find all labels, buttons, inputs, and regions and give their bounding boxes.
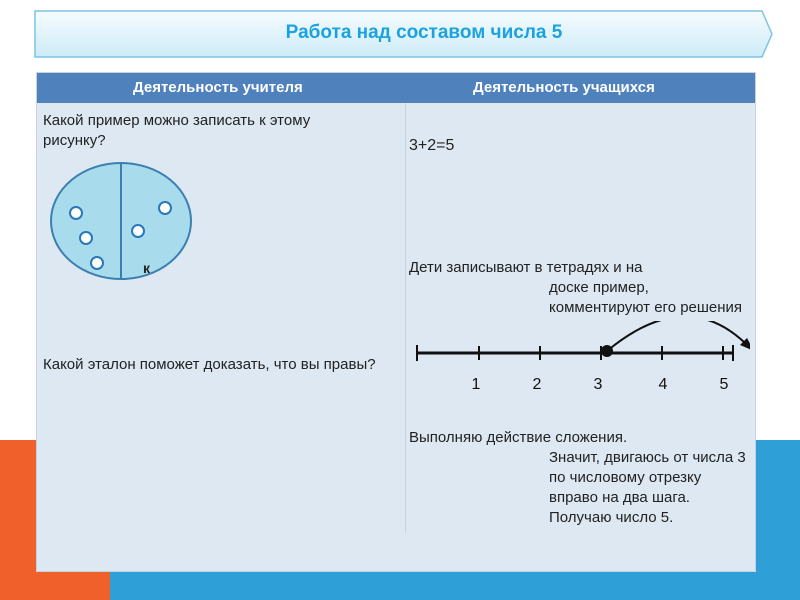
student-answer-1: 3+2=5: [409, 137, 455, 154]
student-answer-3-rest: Значит, двигаюсь от числа 3 по числовому отрезку вправо на два шага. Получаю число 5.: [549, 449, 746, 526]
dot-right-2: [132, 225, 144, 237]
student-answer-3-line1: Выполняю действие сложения.: [409, 429, 628, 446]
teacher-question-1: Какой пример можно записать к этому рисунку?: [43, 112, 311, 149]
table-header: [37, 73, 755, 103]
column-divider: [405, 103, 406, 533]
number-line: [415, 321, 750, 401]
title-banner: [34, 10, 774, 58]
number-line-label: 1: [471, 376, 481, 393]
header-students: Деятельность учащихся: [473, 79, 655, 96]
teacher-question-2: Какой эталон поможет доказать, что вы правы?: [43, 356, 376, 373]
student-answer-2-rest: доске пример, комментируют его решения: [549, 279, 743, 316]
student-answer-2-line1: Дети записывают в тетрадях и на: [409, 259, 643, 276]
number-line-label: 4: [658, 376, 668, 393]
header-teacher: Деятельность учителя: [133, 79, 303, 96]
number-line-label: 5: [719, 376, 729, 393]
number-line-label: 2: [532, 376, 542, 393]
slide-title: Работа над составом числа 5: [285, 22, 563, 43]
activity-table: [36, 72, 756, 572]
jump-arc: [607, 321, 750, 351]
start-point-dot: [601, 345, 613, 357]
dot-left-3: [91, 257, 103, 269]
dot-left-1: [70, 207, 82, 219]
set-circle-figure: [49, 161, 193, 281]
dot-left-2: [80, 232, 92, 244]
dot-right-1: [159, 202, 171, 214]
number-line-label: 3: [593, 376, 603, 393]
circle-label: к: [143, 260, 151, 276]
